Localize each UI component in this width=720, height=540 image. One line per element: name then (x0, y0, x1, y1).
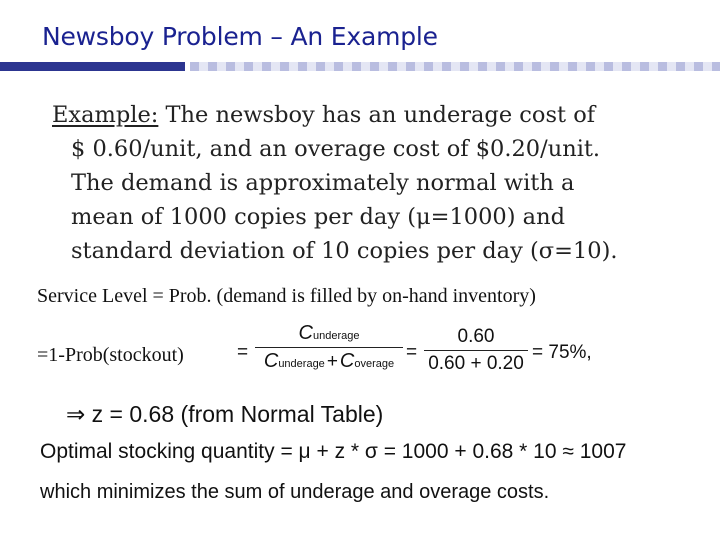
stockout-label: =1-Prob(stockout) (37, 344, 184, 366)
service-level-result: = 75%, (532, 342, 592, 363)
underage-subscript: underage (312, 330, 360, 342)
z-value-line: ⇒ z = 0.68 (from Normal Table) (66, 401, 384, 427)
example-line-5: standard deviation of 10 copies per day (σ=10). (71, 238, 618, 264)
underage-subscript: underage (278, 358, 325, 371)
example-paragraph (52, 98, 618, 268)
conclusion-line: which minimizes the sum of underage and overage costs. (40, 481, 550, 503)
c-symbol: C (339, 350, 355, 373)
example-line-3: The demand is approximately normal with a (71, 170, 575, 196)
c-symbol: C (263, 350, 279, 373)
slide-title: Newsboy Problem – An Example (42, 22, 438, 51)
cost-ratio-fraction (255, 322, 403, 373)
numeric-numerator: 0.60 (457, 326, 495, 347)
example-line-2: $ 0.60/unit, and an overage cost of $0.20/unit. (71, 136, 601, 162)
example-label: Example: (52, 102, 159, 128)
service-level-definition: Service Level = Prob. (demand is filled by on-hand inventory) (37, 285, 536, 307)
numeric-denominator: 0.60 + 0.20 (428, 353, 524, 375)
equals-sign-2: = (406, 342, 418, 363)
example-line-4: mean of 1000 copies per day (μ=1000) and (71, 204, 565, 230)
title-underline-rule (0, 62, 720, 71)
optimal-quantity-line: Optimal stocking quantity = μ + z * σ = 1000 + 0.68 * 10 ≈ 1007 (40, 440, 627, 463)
fraction-bar (255, 347, 403, 348)
equals-sign-1: = (237, 342, 249, 363)
example-line-1: The newsboy has an underage cost of (158, 102, 596, 128)
overage-subscript: overage (354, 358, 395, 371)
plus-sign: + (326, 351, 338, 373)
numeric-fraction (424, 326, 528, 375)
fraction-bar (424, 350, 528, 351)
c-symbol: C (298, 322, 313, 344)
